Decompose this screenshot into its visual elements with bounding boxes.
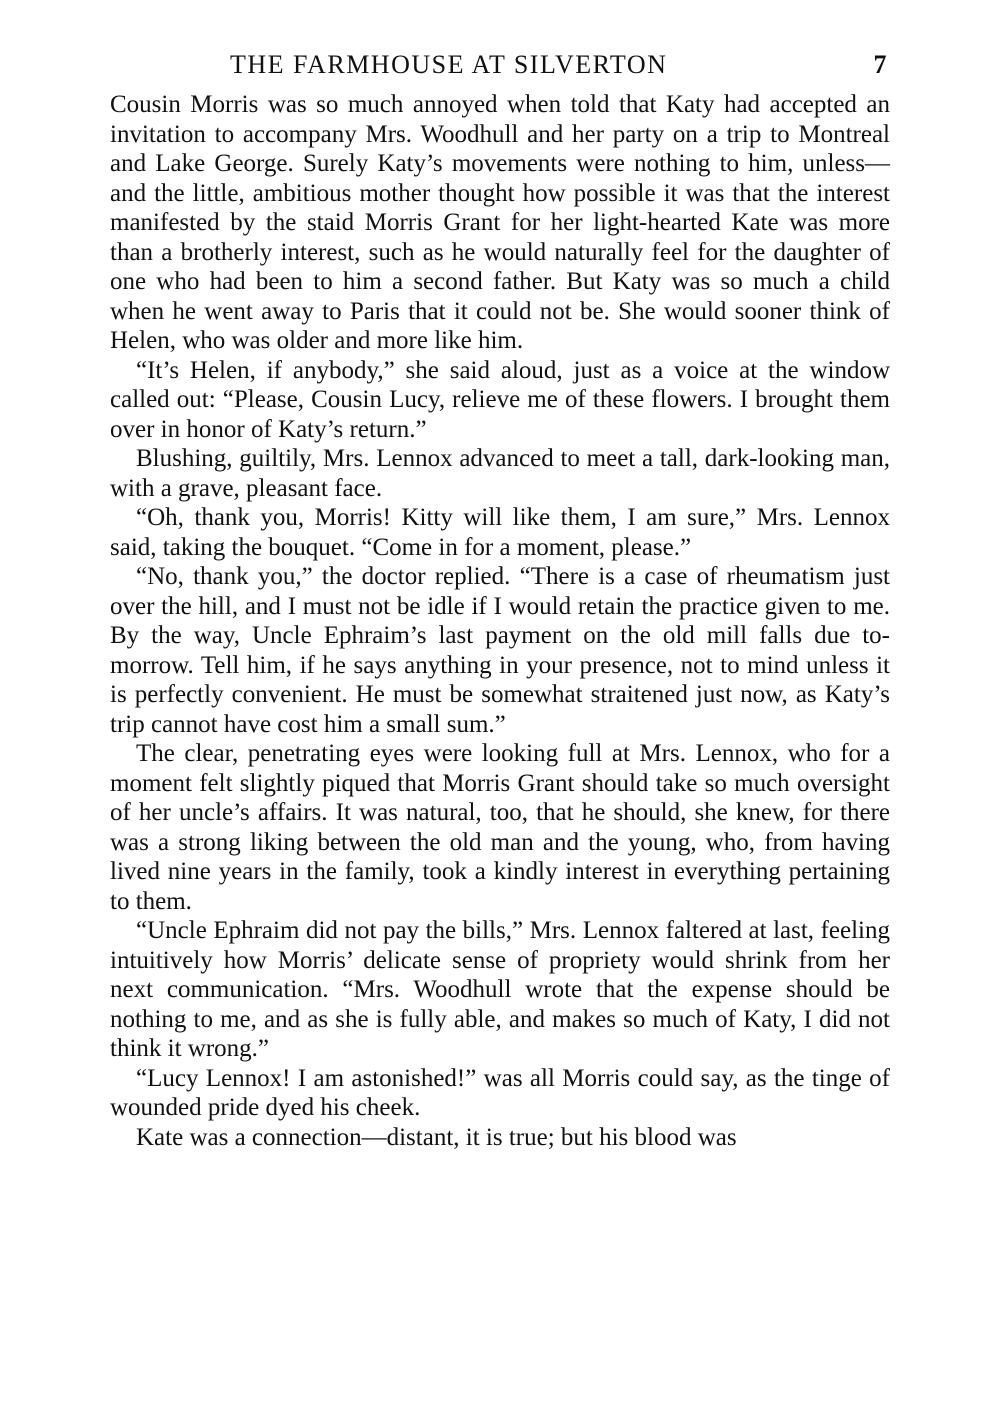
- page-number: 7: [873, 50, 888, 79]
- paragraph-5: “No, thank you,” the doctor replied. “There is a case of rheumatism just over the hill, and I must not be idle if I would retain the practice given to me. By the way, Uncle Ephraim’s last payment on the old mill falls due to-morrow. Tell him, if he says anything in your presence, not to mind unless it is perfectly convenient. He must be somewhat straitened just now, as Katy’s trip cannot have cost him a small sum.”: [110, 563, 890, 738]
- book-page: [110, 50, 890, 1152]
- paragraph-9: Kate was a connection—distant, it is true; but his blood was: [136, 1123, 737, 1151]
- paragraph-7: “Uncle Ephraim did not pay the bills,” Mrs. Lennox faltered at last, feeling intuitively how Morris’ delicate sense of propriety would shrink from her next communication. “Mrs. Woodhull wrote that the expense should be nothing to me, and as she is fully able, and makes so much of Katy, I did not think it wrong.”: [110, 917, 890, 1062]
- running-title: THE FARMHOUSE AT SILVERTON: [230, 50, 668, 79]
- paragraph-6: The clear, penetrating eyes were looking full at Mrs. Lennox, who for a moment felt slightly piqued that Morris Grant should take so much oversight of her uncle’s affairs. It was natural, too, that he should, she knew, for there was a strong liking between the old man and the young, who, from having lived nine years in the family, took a kindly interest in everything pertaining to them.: [110, 740, 890, 915]
- page-header: [110, 50, 890, 90]
- paragraph-3: Blushing, guiltily, Mrs. Lennox advanced to meet a tall, dark-looking man, with a grave, pleasant face.: [110, 445, 890, 502]
- paragraph-1: Cousin Morris was so much annoyed when told that Katy had accepted an invitation to accompany Mrs. Woodhull and her party on a trip to Montreal and Lake George. Surely Katy’s movements were nothing to him, unless—and the little, ambitious mother thought how possible it was that the interest manifested by the staid Morris Grant for her light-hearted Kate was more than a brotherly interest, such as he would naturally feel for the daughter of one who had been to him a second father. But Katy was so much a child when he went away to Paris that it could not be. She would sooner think of Helen, who was older and more like him.: [110, 91, 890, 354]
- paragraph-4: “Oh, thank you, Morris! Kitty will like them, I am sure,” Mrs. Lennox said, taking the bouquet. “Come in for a moment, please.”: [110, 504, 890, 561]
- body-text: [110, 90, 890, 1152]
- paragraph-2: “It’s Helen, if anybody,” she said aloud, just as a voice at the window called out: “Please, Cousin Lucy, relieve me of these flowers. I brought them over in honor of Katy’s return.”: [110, 356, 890, 443]
- paragraph-8: “Lucy Lennox! I am astonished!” was all Morris could say, as the tinge of wounded pride dyed his cheek.: [110, 1064, 890, 1121]
